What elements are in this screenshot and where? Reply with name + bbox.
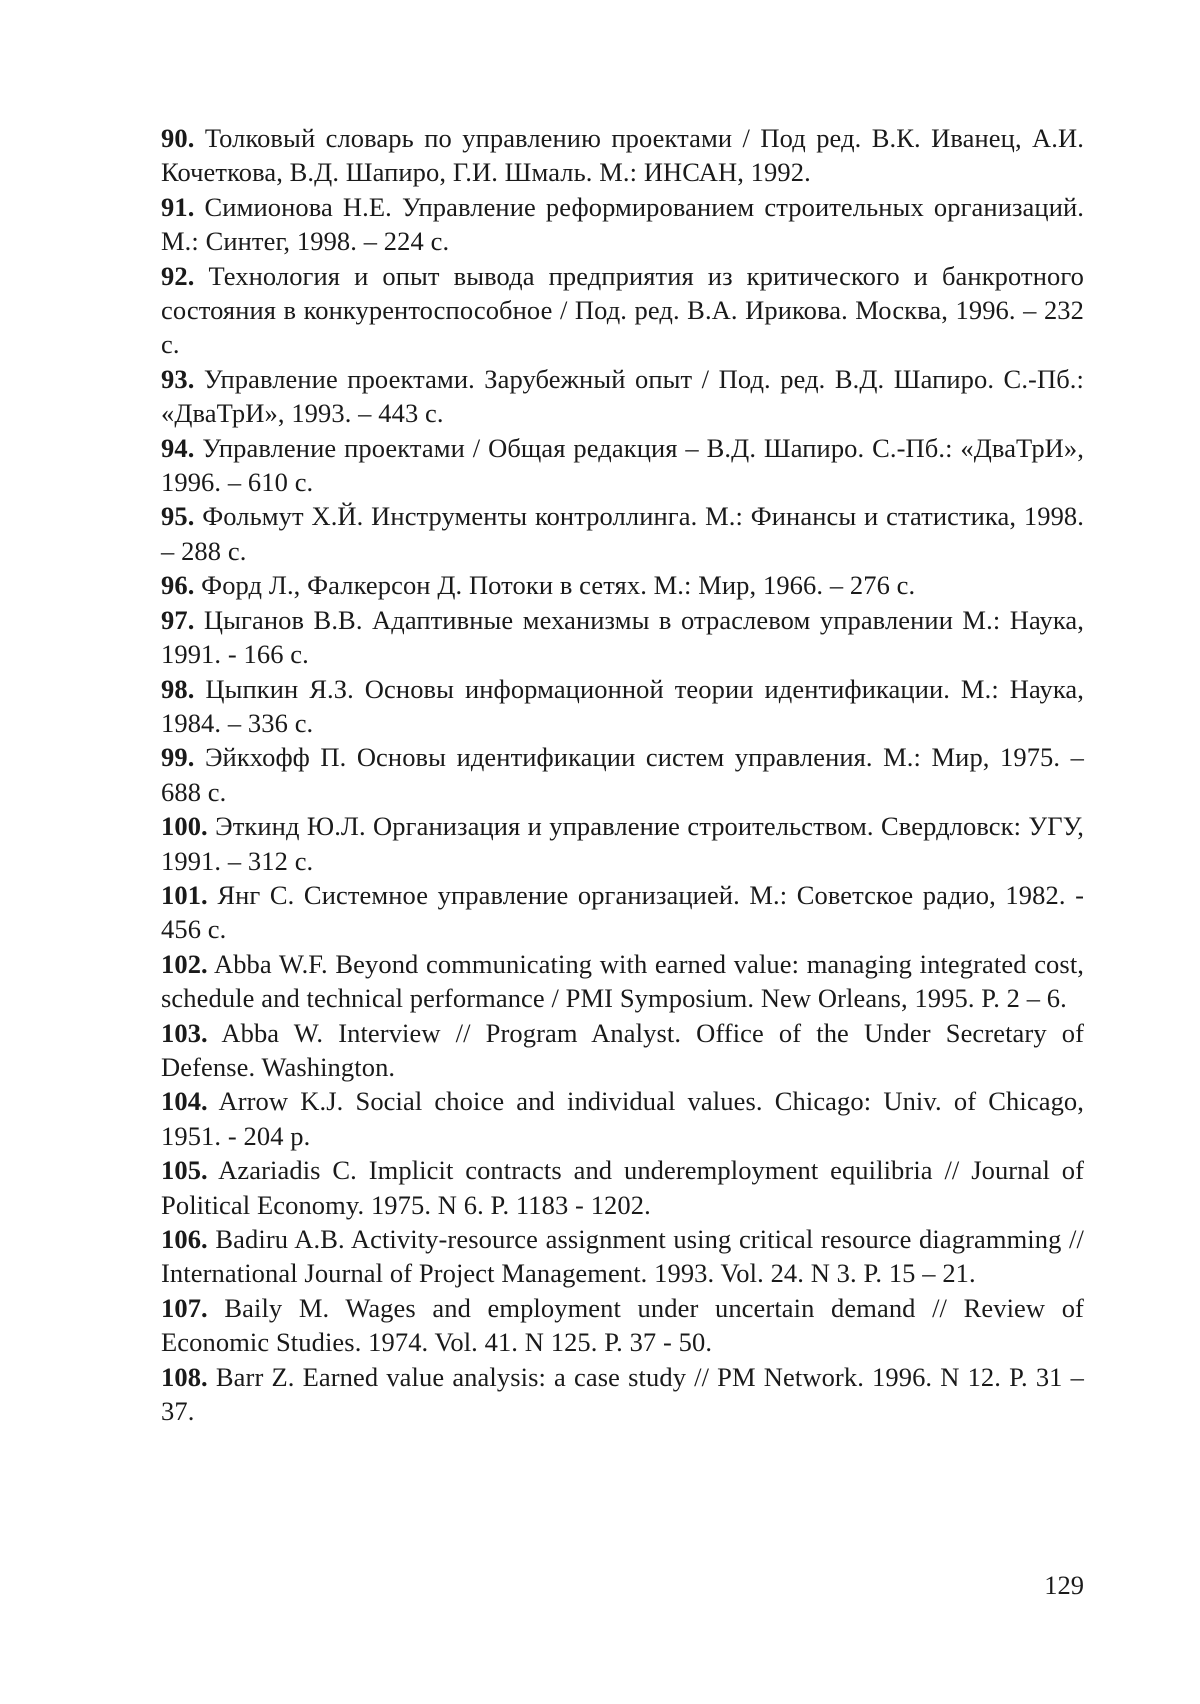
reference-item-95 — [161, 499, 1084, 568]
reference-text: Abba W.F. Beyond communicating with earned value: managing integrated cost, schedule and technical performance / PMI Symposium. New Orleans, 1995. P. 2 – 6. — [161, 948, 1085, 1014]
reference-text: Управление проектами / Общая редакция – В.Д. Шапиро. С.-Пб.: «ДваТрИ», 1996. – 610 с. — [161, 432, 1084, 498]
reference-number: 90. — [161, 123, 195, 153]
reference-text: Симионова Н.Е. Управление реформированием строительных организаций. М.: Синтег, 1998. – 224 с. — [161, 191, 1084, 257]
reference-item-96 — [161, 568, 1084, 602]
reference-item-108 — [161, 1360, 1084, 1429]
reference-item-98 — [161, 672, 1084, 741]
reference-item-92 — [161, 259, 1084, 362]
reference-number: 101. — [161, 879, 208, 910]
reference-text: Abba W. Interview // Program Analyst. Office of the Under Secretary of Defense. Washington. — [161, 1017, 1084, 1082]
reference-text: Форд Л., Фалкерсон Д. Потоки в сетях. М.: Мир, 1966. – 276 с. — [201, 570, 916, 601]
reference-number: 100. — [161, 811, 208, 842]
reference-number: 107. — [161, 1292, 208, 1323]
reference-text: Управление проектами. Зарубежный опыт / Под. ред. В.Д. Шапиро. С.-Пб.: «ДваТрИ», 1993. – 443 с. — [161, 363, 1084, 429]
reference-item-107 — [161, 1291, 1084, 1360]
reference-item-99 — [161, 740, 1084, 809]
reference-number: 105. — [161, 1155, 208, 1186]
reference-number: 99. — [161, 742, 195, 773]
reference-number: 95. — [161, 501, 195, 532]
reference-text: Толковый словарь по управлению проектами / Под ред. В.К. Иванец, А.И. Кочеткова, В.Д. Шапиро, Г.И. Шмаль. М.: ИНСАН, 1992. — [161, 123, 1084, 188]
reference-number: 106. — [161, 1224, 208, 1254]
reference-item-106 — [161, 1222, 1084, 1291]
reference-text: Barr Z. Earned value analysis: a case study // PM Network. 1996. N 12. P. 31 – 37. — [161, 1361, 1084, 1427]
reference-number: 94. — [161, 432, 195, 463]
reference-text: Arrow K.J. Social choice and individual values. Chicago: Univ. of Chicago, 1951. - 204 p. — [161, 1086, 1084, 1151]
reference-number: 102. — [161, 948, 208, 979]
reference-item-94 — [161, 431, 1084, 500]
reference-text: Эткинд Ю.Л. Организация и управление строительством. Свердловск: УГУ, 1991. – 312 с. — [161, 811, 1084, 876]
reference-item-100 — [161, 809, 1084, 878]
reference-text: Azariadis C. Implicit contracts and underemployment equilibria // Journal of Political Economy. 1975. N 6. P. 1183 - 1202. — [161, 1155, 1084, 1220]
reference-text: Цыпкин Я.З. Основы информационной теории идентификации. М.: Наука, 1984. – 336 с. — [161, 673, 1084, 738]
reference-text: Цыганов В.В. Адаптивные механизмы в отраслевом управлении М.: Наука, 1991. - 166 с. — [161, 604, 1084, 670]
reference-text: Badiru A.B. Activity-resource assignment using critical resource diagramming // International Journal of Project Management. 1993. Vol. 24. N 3. P. 15 – 21. — [161, 1224, 1084, 1289]
reference-item-93 — [161, 362, 1084, 431]
reference-number: 96. — [161, 570, 195, 601]
reference-item-97 — [161, 603, 1084, 672]
page-number: 129 — [1044, 1570, 1084, 1600]
reference-item-103 — [161, 1016, 1084, 1085]
reference-item-90 — [161, 121, 1084, 190]
reference-number: 103. — [161, 1017, 208, 1048]
reference-item-101 — [161, 878, 1084, 947]
reference-item-104 — [161, 1084, 1084, 1153]
reference-list — [161, 121, 1084, 1428]
reference-number: 104. — [161, 1086, 208, 1117]
reference-number: 91. — [161, 191, 195, 222]
reference-text: Технология и опыт вывода предприятия из критического и банкротного состояния в конкурентоспособное / Под. ред. В.А. Ирикова. Москва, 1996. – 232 с. — [161, 260, 1084, 360]
reference-number: 93. — [161, 363, 195, 394]
reference-text: Янг С. Системное управление организацией. М.: Советское радио, 1982. - 456 с. — [161, 879, 1084, 945]
reference-number: 92. — [161, 260, 195, 291]
reference-item-105 — [161, 1153, 1084, 1222]
reference-text: Фольмут Х.Й. Инструменты контроллинга. М.: Финансы и статистика, 1998. – 288 с. — [161, 501, 1085, 566]
reference-number: 97. — [161, 604, 195, 635]
reference-item-102 — [161, 947, 1084, 1016]
reference-number: 108. — [161, 1361, 208, 1392]
reference-number: 98. — [161, 673, 195, 704]
reference-item-91 — [161, 190, 1084, 259]
reference-text: Baily M. Wages and employment under uncertain demand // Review of Economic Studies. 1974. Vol. 41. N 125. P. 37 - 50. — [161, 1292, 1084, 1358]
reference-text: Эйкхофф П. Основы идентификации систем управления. М.: Мир, 1975. – 688 с. — [161, 742, 1084, 807]
